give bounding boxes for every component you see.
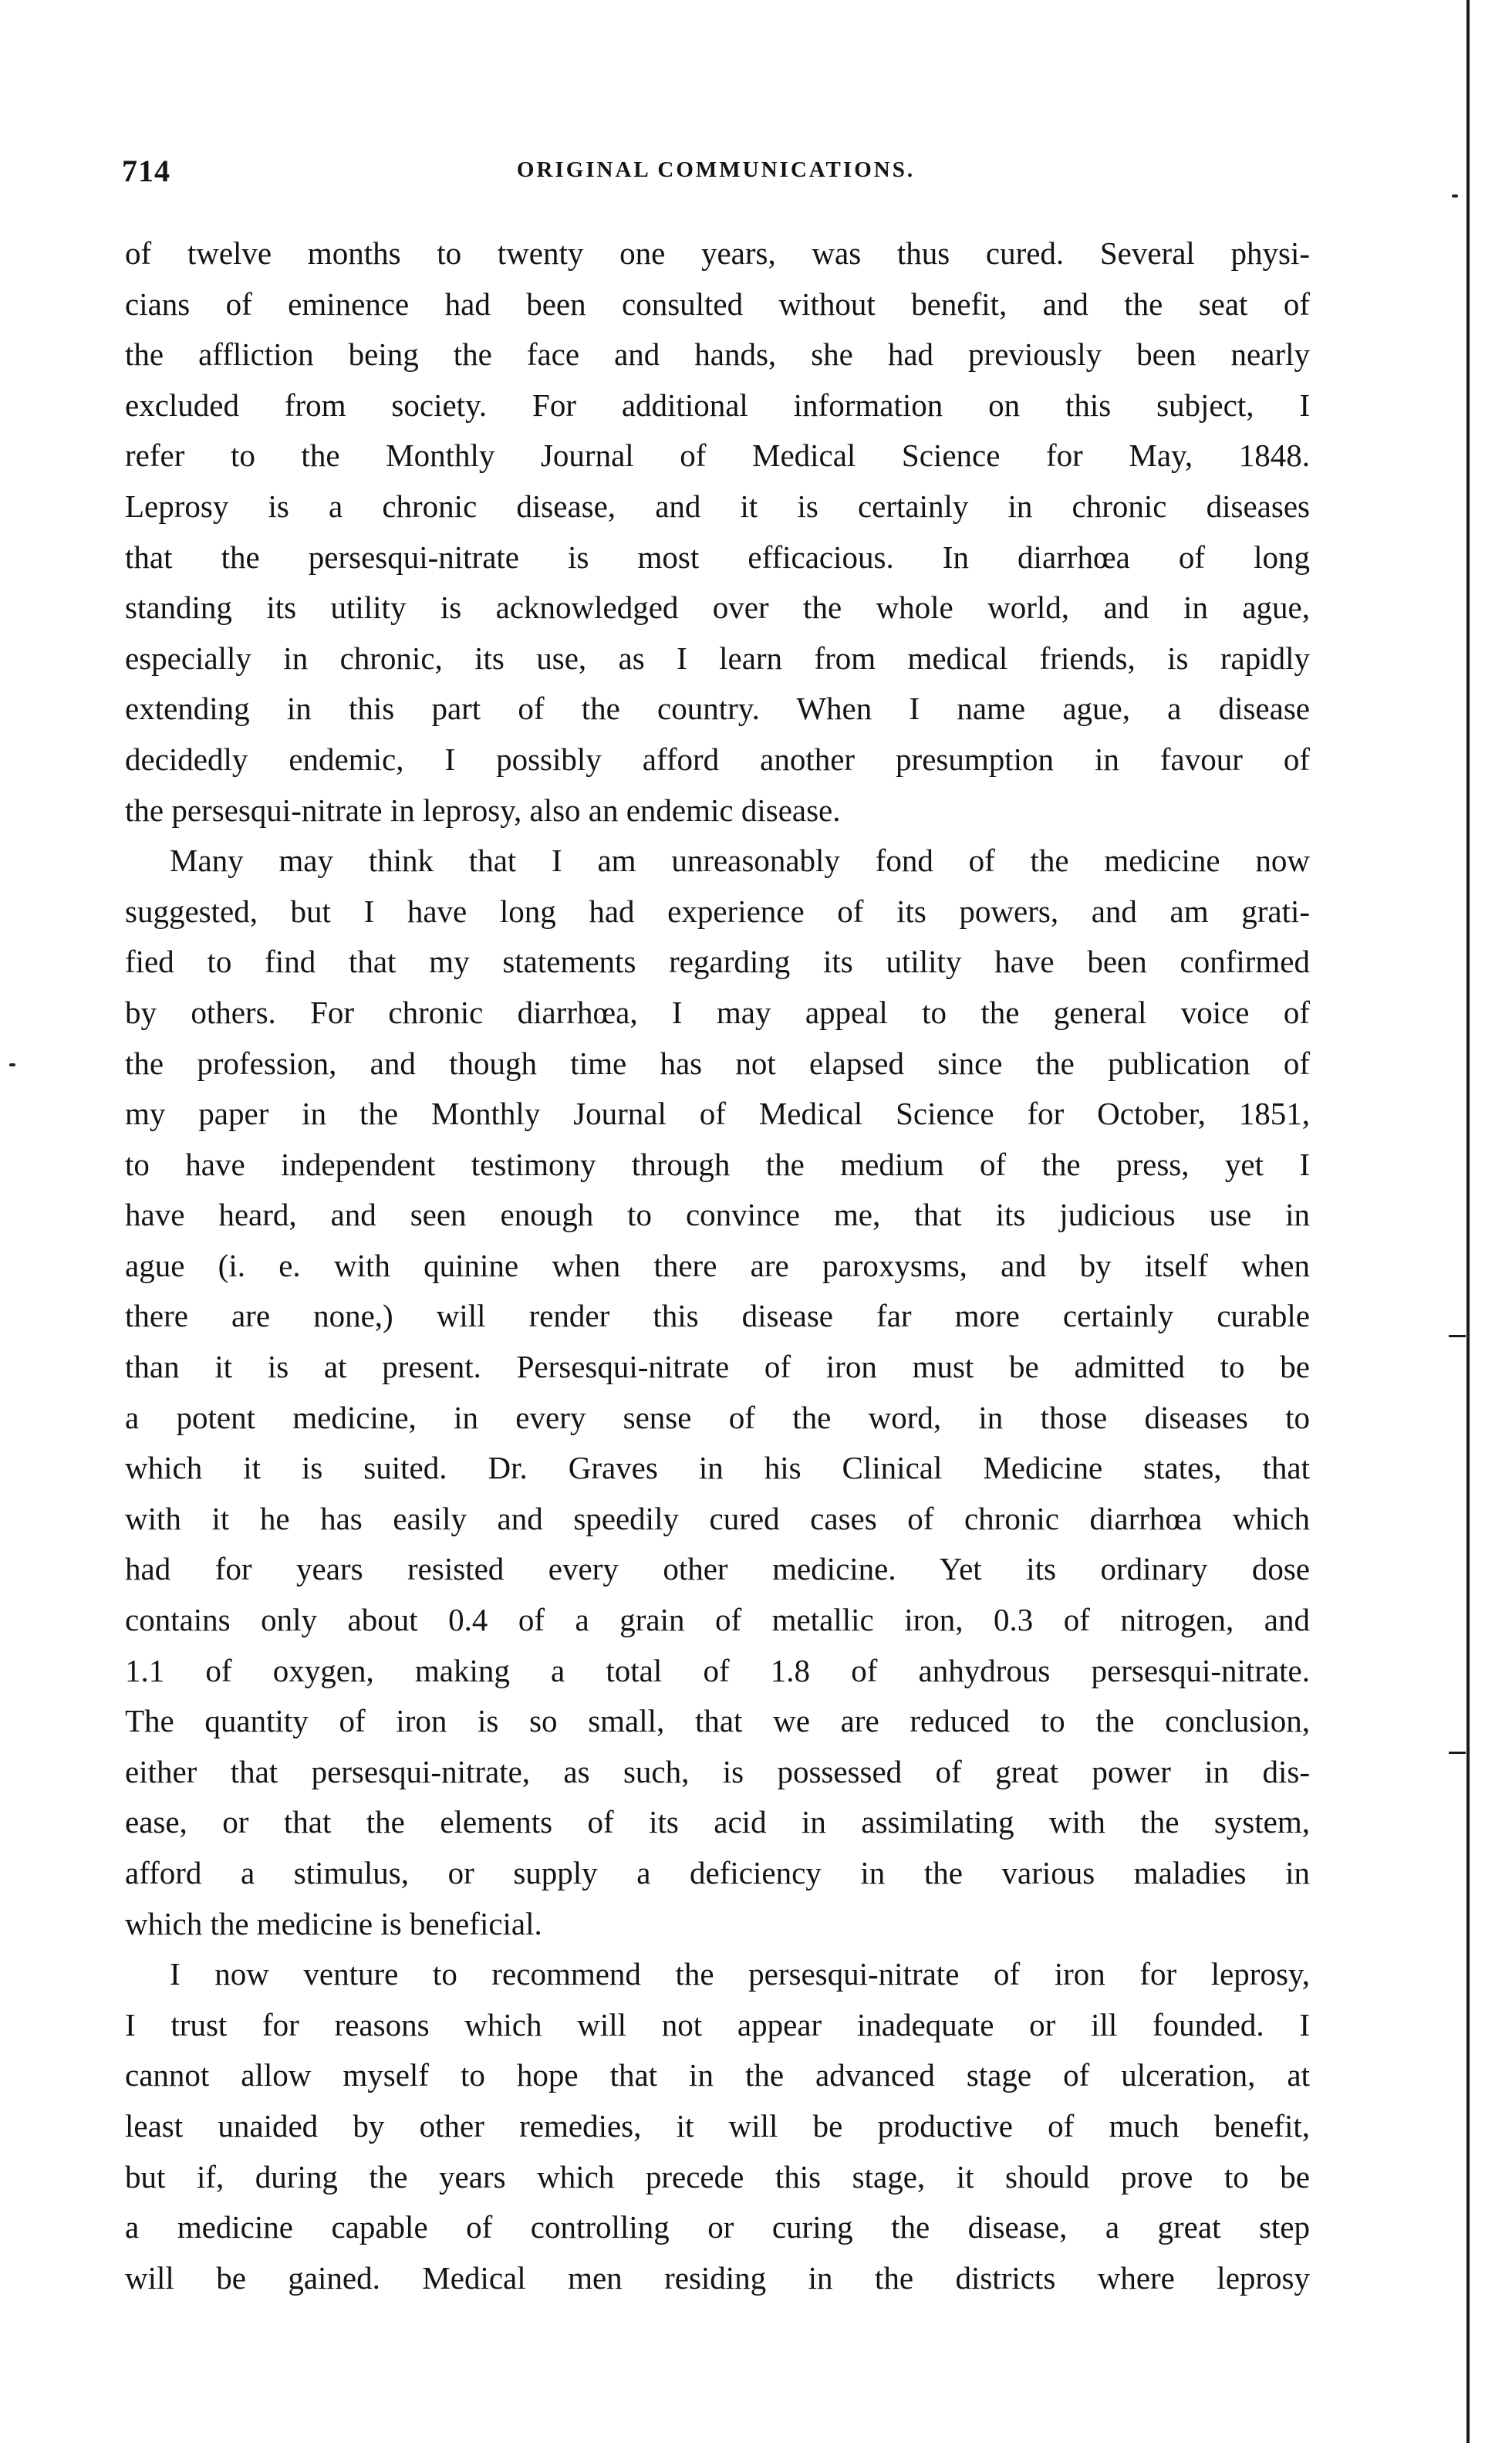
text-line: excluded from society. For additional information on this subject, I [125,387,1310,423]
text-line: The quantity of iron is so small, that we are reduced to the conclusion, [125,1703,1310,1739]
text-line: least unaided by other remedies, it will be productive of much benefit, [125,2107,1310,2144]
text-line: had for years resisted every other medicine. Yet its ordinary dose [125,1551,1310,1587]
text-line: fied to find that my statements regarding its utility have been confirmed [125,944,1310,980]
text-line: will be gained. Medical men residing in the districts where leprosy [125,2259,1310,2296]
page-edge-mark [1449,1752,1466,1754]
text-line: by others. For chronic diarrhœa, I may appeal to the general voice of [125,994,1310,1030]
text-line: 1.1 of oxygen, making a total of 1.8 of anhydrous persesqui-nitrate. [125,1652,1310,1688]
text-line: a potent medicine, in every sense of the word, in those diseases to [125,1399,1310,1435]
body-text [125,228,1310,2303]
text-line: cians of eminence had been consulted without benefit, and the seat of [125,286,1310,322]
text-line: refer to the Monthly Journal of Medical Science for May, 1848. [125,438,1310,474]
text-line: the persesqui-nitrate in leprosy, also an endemic disease. [125,792,841,828]
page-number: 714 [122,154,170,188]
page-edge-mark [1449,1335,1466,1337]
text-line: extending in this part of the country. When I name ague, a disease [125,691,1310,727]
scan-speck [1452,194,1458,198]
text-line: of twelve months to twenty one years, was thus cured. Several physi- [125,235,1310,271]
page-header [122,153,1310,199]
text-line: standing its utility is acknowledged over the whole world, and in ague, [125,590,1310,626]
text-line: I trust for reasons which will not appear inadequate or ill founded. I [125,2006,1310,2043]
text-line: which it is suited. Dr. Graves in his Clinical Medicine states, that [125,1450,1310,1486]
text-line: especially in chronic, its use, as I learn from medical friends, is rapidly [125,640,1310,676]
text-line: cannot allow myself to hope that in the advanced stage of ulceration, at [125,2057,1310,2093]
text-line: suggested, but I have long had experience of its powers, and am grati- [125,893,1310,929]
text-line: which the medicine is beneficial. [125,1905,542,1941]
text-line: Leprosy is a chronic disease, and it is certainly in chronic diseases [125,488,1310,524]
text-line: than it is at present. Persesqui-nitrate of iron must be admitted to be [125,1349,1310,1385]
text-line: Many may think that I am unreasonably fond of the medicine now [170,843,1310,879]
text-line: I now venture to recommend the persesqui-nitrate of iron for leprosy, [170,1956,1310,1992]
text-line: that the persesqui-nitrate is most efficacious. In diarrhœa of long [125,539,1310,575]
text-line: with it he has easily and speedily cured cases of chronic diarrhœa which [125,1500,1310,1536]
text-line: decidedly endemic, I possibly afford another presumption in favour of [125,741,1310,777]
text-line: the affliction being the face and hands, she had previously been nearly [125,336,1310,373]
text-line: ease, or that the elements of its acid in assimilating with the system, [125,1804,1310,1840]
text-line: but if, during the years which precede this stage, it should prove to be [125,2158,1310,2195]
text-line: either that persesqui-nitrate, as such, is possessed of great power in dis- [125,1753,1310,1789]
scan-speck [9,1063,15,1066]
text-line: to have independent testimony through the medium of the press, yet I [125,1146,1310,1182]
text-line: the profession, and though time has not elapsed since the publication of [125,1045,1310,1081]
text-line: have heard, and seen enough to convince me, that its judicious use in [125,1197,1310,1233]
text-line: a medicine capable of controlling or curing the disease, a great step [125,2209,1310,2245]
text-line: contains only about 0.4 of a grain of metallic iron, 0.3 of nitrogen, and [125,1602,1310,1638]
text-line: there are none,) will render this disease far more certainly curable [125,1298,1310,1334]
text-line: afford a stimulus, or supply a deficiency in the various maladies in [125,1855,1310,1891]
page-edge-rule [1466,0,1470,2443]
running-head: ORIGINAL COMMUNICATIONS. [516,157,916,182]
text-line: ague (i. e. with quinine when there are paroxysms, and by itself when [125,1247,1310,1283]
text-line: my paper in the Monthly Journal of Medical Science for October, 1851, [125,1096,1310,1132]
